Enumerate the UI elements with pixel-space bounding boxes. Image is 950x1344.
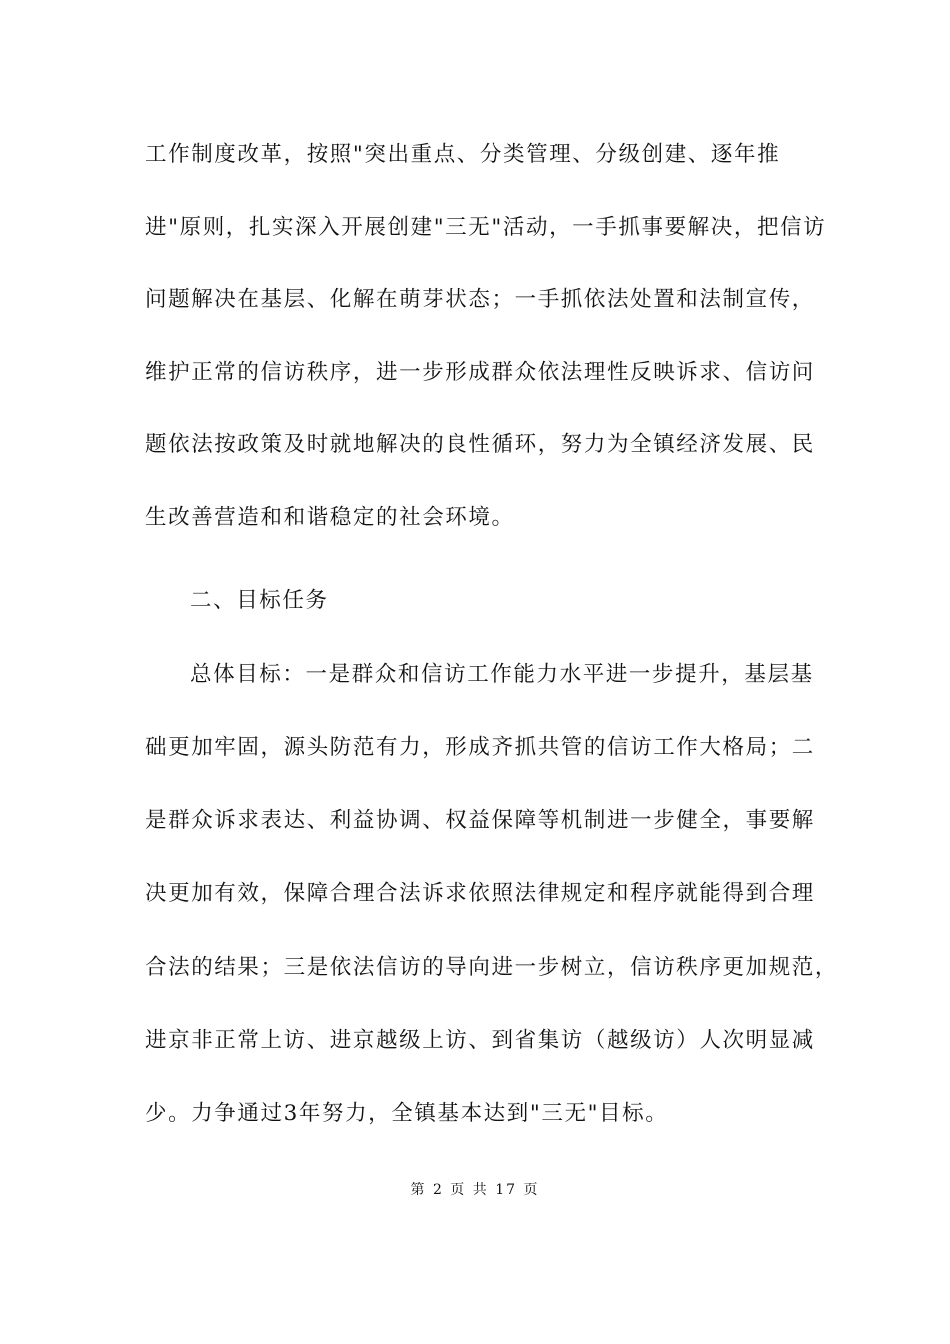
- body-text-line: 合法的结果；三是依法信访的导向进一步树立，信访秩序更加规范，: [145, 955, 839, 980]
- body-text-line: 础更加牢固，源头防范有力，形成齐抓共管的信访工作大格局；二: [145, 735, 815, 760]
- body-text-line: 生改善营造和和谐稳定的社会环境。: [145, 505, 515, 530]
- body-text-line: 是群众诉求表达、利益协调、权益保障等机制进一步健全，事要解: [145, 808, 815, 833]
- section-heading: 二、目标任务: [190, 588, 329, 613]
- page-number-footer: 第 2 页 共 17 页: [410, 1182, 540, 1198]
- body-text-line: 决更加有效，保障合理合法诉求依照法律规定和程序就能得到合理: [145, 881, 815, 906]
- body-text-line: 问题解决在基层、化解在萌芽状态；一手抓依法处置和法制宣传，: [145, 287, 815, 312]
- body-text-line: 少。力争通过3年努力，全镇基本达到"三无"目标。: [145, 1101, 669, 1126]
- body-text-line: 题依法按政策及时就地解决的良性循环，努力为全镇经济发展、民: [145, 432, 815, 457]
- body-text-line: 维护正常的信访秩序，进一步形成群众依法理性反映诉求、信访问: [145, 360, 815, 385]
- body-text-line: 进京非正常上访、进京越级上访、到省集访（越级访）人次明显减: [145, 1028, 815, 1053]
- body-text-line: 工作制度改革，按照"突出重点、分类管理、分级创建、逐年推: [145, 142, 781, 167]
- body-text-line: 进"原则，扎实深入开展创建"三无"活动，一手抓事要解决，把信访: [145, 215, 827, 240]
- body-text-line: 总体目标：一是群众和信访工作能力水平进一步提升，基层基: [190, 662, 814, 687]
